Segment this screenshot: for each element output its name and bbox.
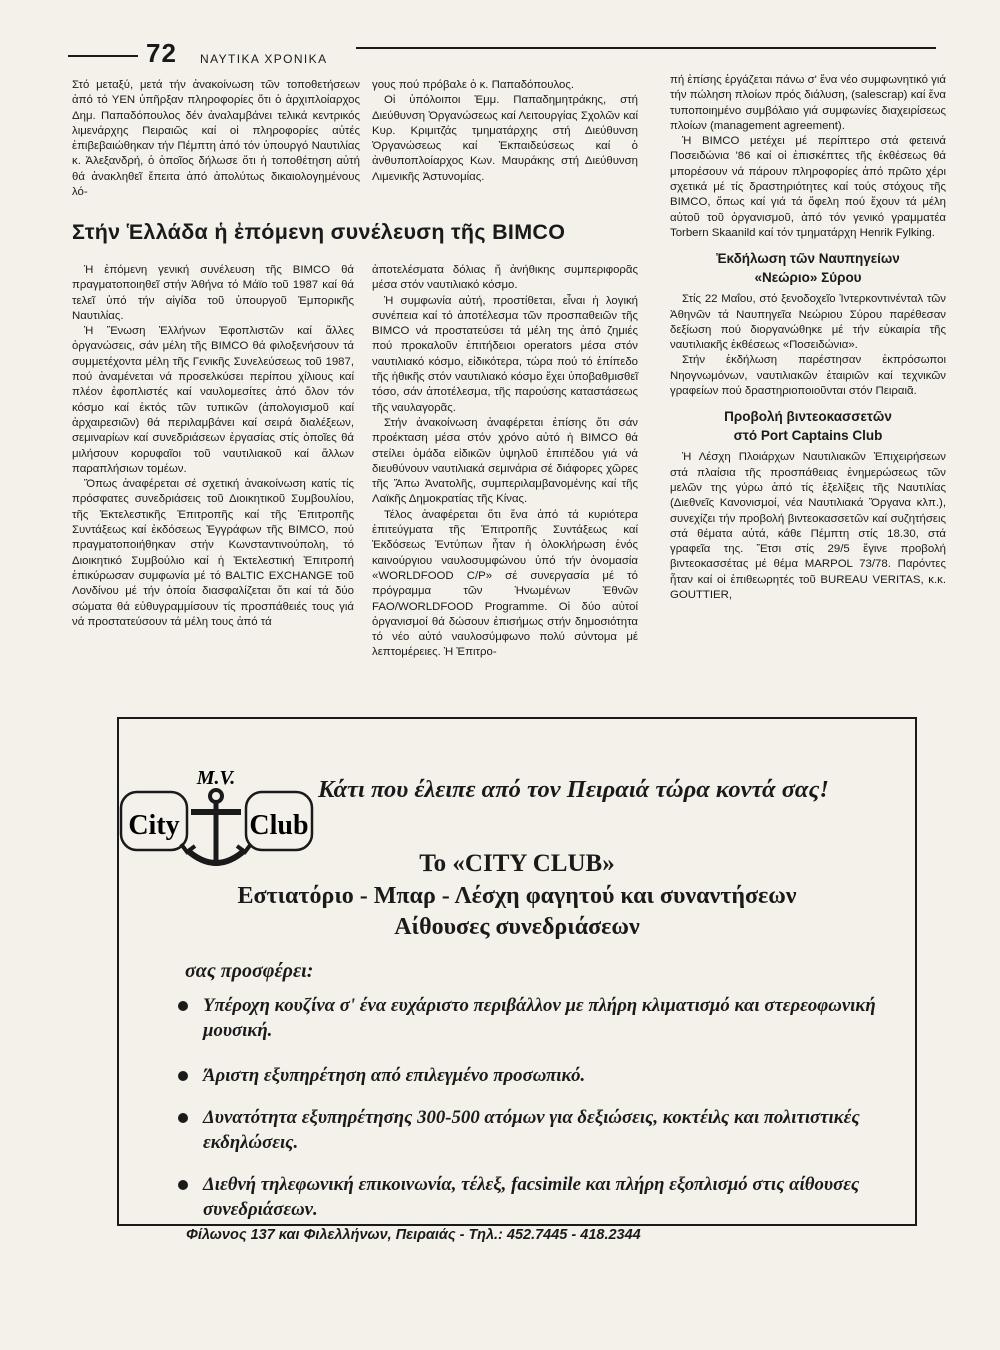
subheading-line: Προβολή βιντεοκασσετῶν bbox=[724, 409, 892, 425]
paragraph: Στό μεταξύ, μετά τήν ἀνακοίνωση τῶν τοποθετήσεων ἀπό τό ΥΕΝ ὑπῆρξαν πληροφορίες ὅτι ὁ ἀρχιπλοίαρχος Δημ. Παπαδόπουλος δέν ἀναλαμβάνει τελικά κεντρικός λιμενάρχης Πειραιῶς καί οἱ πληροφορίες αὐτές ἐπιβεβαιώθηκαν τήν Πέμπτη ἀπό τόν ὑπουργό Ναυτιλίας κ. Ἀλεξανδρή, ὁ ὁποῖος δήλωσε ὅτι ἡ τοποθέτηση αὐτή θά ἀνακληθεῖ ἔπειτα ἀπό ἀπολύτως δικαιολογημένους λό- bbox=[72, 79, 360, 199]
top-article-col2 bbox=[372, 78, 638, 185]
paragraph: πή ἐπίσης ἐργάζεται πάνω σ' ἕνα νέο συμφωνητικό γιά τήν πώληση πλοίων πρός διάλυση, (salescrap) καί ἕνα τυποποιημένο συμβόλαιο γιά συμφωνίες διαχειρίσεως πλοίων (management agreement). bbox=[670, 74, 946, 132]
header-rule-right bbox=[356, 47, 936, 49]
subheading-line: Ἐκδήλωση τῶν Ναυπηγείων bbox=[716, 251, 900, 267]
neorio-subheading bbox=[670, 249, 946, 287]
ad-description: Αίθουσες συνεδριάσεων bbox=[394, 914, 640, 940]
bullet-text: Δυνατότητα εξυπηρέτησης 300-500 ατόμων για δεξιώσεις, κοκτέιλς και πολιτιστικές εκδηλώσεις. bbox=[203, 1107, 860, 1153]
paragraph: Οἱ ὑπόλοιποι Ἐμμ. Παπαδημητράκης, στή Διεύθυνση Ὀργανώσεως καί Λειτουργίας Σχολῶν καί Κυρ. Κριμιτζάς τμηματάρχης στή Διεύθυνση Ὀργανώσεως καί Ἐκπαιδεύσεως καί ὁ ἀνθυποπλοίαρχος Κων. Μαυράκης στή Διεύθυνση Λιμενικῆς Ἀστυνομίας. bbox=[372, 94, 638, 183]
paragraph: Ἡ συμφωνία αὐτή, προστίθεται, εἶναι ἡ λογική συνέπεια καί τό ἀποτέλεσμα τῶν προσπαθειῶν τῆς BIMCO νά προστατεύσει τά μέλη της ἀπό ζημιές πού προκαλοῦν ἐπιτήδειοι operators μέσα στόν ναυτιλιακό κόσμο, εἰδικότερα, τώρα πού τό ἐπίπεδο τῆς ἠθικῆς στόν ναυτιλιακό κόσμο ἔχει ὑποβαθμισθεῖ τόσο, σάν ἀποτέλεσμα, τῆς παρούσης καταστάσεως τῆς ναυλαγορᾶς. bbox=[372, 294, 638, 414]
bimco-article-col2 bbox=[372, 263, 638, 661]
paragraph: Ἡ ἐπόμενη γενική συνέλευση τῆς BIMCO θά πραγματοποιηθεῖ στήν Ἀθήνα τό Μάϊο τοῦ 1987 καί θά τελεῖ ὑπό τήν αἰγίδα τοῦ ὑπουργοῦ Ἐμπορικῆς Ναυτιλίας. bbox=[72, 264, 354, 322]
header-rule-left bbox=[68, 55, 138, 57]
right-column bbox=[670, 73, 946, 603]
bimco-article-col1 bbox=[72, 263, 354, 630]
ad-bullet bbox=[178, 1063, 898, 1088]
logo-word-right: Club bbox=[249, 810, 309, 841]
ad-bullet bbox=[178, 993, 898, 1043]
paragraph: γους πού πρόβαλε ὁ κ. Παπαδόπουλος. bbox=[372, 79, 574, 91]
subheading-line: «Νεώριο» Σύρου bbox=[754, 270, 862, 286]
paragraph: Ὅπως ἀναφέρεται σέ σχετική ἀνακοίνωση κατίς τίς πρόσφατες συνεδριάσεις τοῦ Διοικητικοῦ Συμβουλίου, τῆς Ἐκτελεστικῆς Ἐπιτροπῆς καί τῆς Ἐπιτροπῆς Συντάξεως καί ἐκδόσεως Ἐγγράφων τῆς BIMCO, πού πραγματοποιήθηκαν στήν Κωνσταντινούπολη, τό Διοικητικό Συμβούλιο καί ἡ Ἐκτελεστική Ἐπιτροπή ἐπικύρωσαν συμφωνία μέ τό BALTIC EXCHANGE τοῦ Λονδίνου μέ τήν ὁποία διασφαλίζεται ὅτι καί τά δύο σώματα θά εὐθυγραμμίσουν τίς προσπάθειές τους γιά νά προστατεύσουν τά μέλη τους ἀπό τά bbox=[72, 478, 354, 628]
paragraph: Τέλος ἀναφέρεται ὅτι ἕνα ἀπό τά κυριότερα ἐπιτεύγματα τῆς Ἐπιτροπῆς Συντάξεως καί Ἐκδόσεως Ἐντύπων ἦταν ἡ ὁλοκλήρωση ἑνός καινούργιου ναυλοσυμφώνου ὑπό τήν ὀνομασία «WORLDFOOD C/P» σέ συνεργασία μέ τό πρόγραμμα τῶν Ἡνωμένων Ἐθνῶν FAO/WORLDFOOD Programme. Οἱ δύο αὐτοί ὀργανισμοί θά δώσουν ἐπισήμως στήν δημοσιότητα τό νέο αὐτό ναυλοσύμφωνο πολύ σύντομα μέ λεπτομέρειες. Ἡ Ἐπιτρο- bbox=[372, 508, 638, 659]
bimco-headline: Στήν Ἑλλάδα ἡ ἐπόμενη συνέλευση τῆς BIMCO bbox=[72, 220, 566, 244]
ad-offers-label: σας προσφέρει: bbox=[185, 960, 314, 982]
ad-tagline: Κάτι που έλειπε από τον Πειραιά τώρα κοντά σας! bbox=[318, 776, 829, 803]
bullet-text: Υπέροχη κουζίνα σ' ένα ευχάριστο περιβάλλον με πλήρη κλιματισμό και στερεοφωνική μουσική. bbox=[203, 995, 876, 1041]
ad-address: Φίλωνος 137 και Φιλελλήνων, Πειραιάς - Τηλ.: 452.7445 - 418.2344 bbox=[186, 1227, 641, 1243]
bullet-text: Διεθνή τηλεφωνική επικοινωνία, τέλεξ, facsimile και πλήρη εξοπλισμό στις αίθουσες συνεδριάσεων. bbox=[203, 1174, 860, 1220]
bullet-icon bbox=[178, 1071, 188, 1081]
subheading-line: στό Port Captains Club bbox=[733, 428, 883, 444]
ad-bullet bbox=[178, 1172, 898, 1222]
logo-word-left: City bbox=[128, 810, 180, 841]
logo-monogram: M.V. bbox=[196, 767, 236, 789]
port-captains-subheading bbox=[670, 407, 946, 445]
top-article-col1 bbox=[72, 78, 360, 200]
bullet-icon bbox=[178, 1001, 188, 1011]
ad-description: Εστιατόριο - Μπαρ - Λέσχη φαγητού και συναντήσεων bbox=[237, 883, 797, 909]
bullet-icon bbox=[178, 1180, 188, 1190]
ad-venue-name: Το «CITY CLUB» bbox=[419, 850, 615, 877]
bullet-icon bbox=[178, 1113, 188, 1123]
paragraph: Στήν ἐκδήλωση παρέστησαν ἐκπρόσωποι Νηογνωμόνων, ναυτιλιακῶν ἑταιριῶν καί τεχνικῶν γραφείων πού δραστηριοποιοῦνται στόν Πειραιᾶ. bbox=[670, 354, 946, 398]
paragraph: Ἡ Λέσχη Πλοιάρχων Ναυτιλιακῶν Ἐπιχειρήσεων στά πλαίσια τῆς προσπάθειας ἐνημερώσεως τῶν μελῶν της γύρω ἀπό τίς ἐξελίξεις τῆς Ναυτιλίας (Διεθνεῖς Κανονισμοί, νέα Ναυτιλιακά Ὄργανα κλπ.), συνεχίζει τήν προβολή βιντεοκασσετῶν καί συζητήσεις στά θέματα αὐτά, κάθε Πέμπτη στίς 18.30, στά γραφεῖα της. Ἔτσι στίς 29/5 ἔγινε προβολή βιντεοκασσέτας μέ θέμα MARPOL 73/78. Παρόντες ἦταν καί οἱ ἐπιθεωρητές τοῦ BUREAU VERITAS, κ.κ. GOUTTIER, bbox=[670, 451, 946, 602]
paragraph: Στίς 22 Μαΐου, στό ξενοδοχεῖο Ἰντερκοντινένταλ τῶν Ἀθηνῶν τά Ναυπηγεῖα Νεώριου Σύρου παρέθεσαν δεξίωση πού διοργανώθηκε μέ τήν εὐκαιρία τῆς ναυτιλιακῆς ἐκθέσεως «Ποσειδώνια». bbox=[670, 293, 946, 352]
page-number: 72 bbox=[146, 38, 177, 68]
ad-bullet bbox=[178, 1105, 898, 1155]
bullet-text: Άριστη εξυπηρέτηση από επιλεγμένο προσωπικό. bbox=[203, 1065, 586, 1086]
paragraph: Στήν ἀνακοίνωση ἀναφέρεται ἐπίσης ὅτι σάν προέκταση μέσα στόν χρόνο αὐτό ἡ BIMCO θά στείλει ὁμάδα εἰδικῶν ὑψηλοῦ ἐπιπέδου γιά νά διευθύνουν ναυτιλιακά σεμινάρια σέ διάφορες χῶρες τῆς Ἄπω Ἀνατολῆς, συμπεριλαμβανομένης καί τῆς Λαϊκῆς Δημοκρατίας τῆς Κίνας. bbox=[372, 416, 638, 506]
magazine-title: ΝΑΥΤΙΚΑ ΧΡΟΝΙΚΑ bbox=[200, 52, 328, 66]
paragraph: Ἡ Ἕνωση Ἑλλήνων Ἐφοπλιστῶν καί ἄλλες ὀργανώσεις, σάν μέλη τῆς BIMCO θά φιλοξενήσουν τά συμμετέχοντα μέλη τῆς Γενικῆς Συνελεύσεως τοῦ 1987, πού ἀναμένεται νά προσελκύσει περίπου χίλιους καί πλέον ἐφοπλιστές καί ναυλομεσίτες ἀπό ὅλον τόν κόσμο καί ἐκτός τῶν τυπικῶν (ἀπολογισμοῦ καί ἀρχαιρεσιῶν) θά περιλαμβάνει καί σειρά διαλέξεων, σεμιναρίων καί συνεδριάσεων ἐργασίας στίς ὁποῖες θά μιλήσουν κορυφαῖοι τοῦ ναυτιλιακοῦ καί ἄλλων παραπλήσιων τομέων. bbox=[72, 325, 354, 475]
paragraph: ἀποτελέσματα δόλιας ἤ ἀνήθικης συμπεριφορᾶς μέσα στόν ναυτιλιακό κόσμο. bbox=[372, 264, 638, 292]
paragraph: Ἡ BIMCO μετέχει μέ περίπτερο στά φετεινά Ποσειδώνια '86 καί οἱ ἐπισκέπτες τῆς ἐκθέσεως θά μπορέσουν νά πάρουν πληροφορίες ἀπό πρῶτο χέρι σχετικά μέ τίς δραστηριότητες καί τούς στόχους τῆς BIMCO, ὅπως καί γιά τά ὄφελη πού ἔχουν τά μέλη αὐτοῦ τοῦ ὀργανισμοῦ, ἀπό τόν γενικό γραμματέα Torbern Skaanild καί τόν τμηματάρχη Henrik Fylking. bbox=[670, 135, 946, 239]
